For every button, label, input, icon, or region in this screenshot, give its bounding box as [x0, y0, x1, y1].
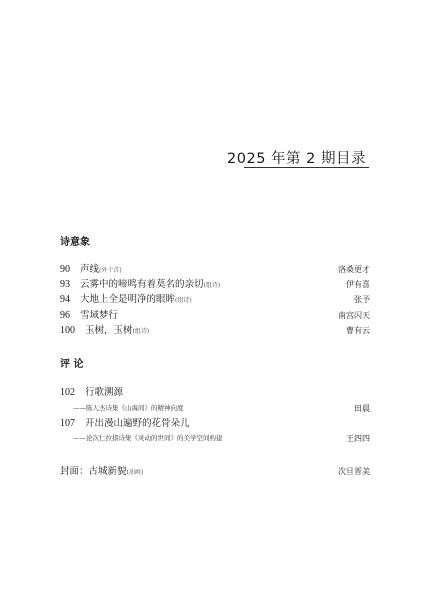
- cover-entry[interactable]: [60, 465, 370, 478]
- entry-page-number: 102: [60, 387, 75, 398]
- entry-page-number: 96: [60, 310, 70, 321]
- entry-page-number: 94: [60, 294, 70, 305]
- entry-tag: (组诗): [203, 282, 221, 289]
- entry-author: 王四四: [346, 434, 370, 443]
- entry-page-number: 100: [60, 325, 75, 336]
- entry-page-number: 93: [60, 279, 70, 290]
- toc-entry[interactable]: [60, 278, 370, 291]
- entry-tag: (外十首): [99, 267, 122, 274]
- page-title: 2025 年第 2 期目录: [227, 151, 366, 167]
- cover-label: 封面：古城新貌(油画): [60, 466, 144, 477]
- entry-subtitle: ——陈人杰诗集《山海间》的精神向度: [73, 404, 184, 412]
- entry-title: 云雾中的啼鸣有着莫名的亲切(组诗): [80, 279, 221, 290]
- entry-title: 行歌溯源: [85, 387, 124, 398]
- entry-tag: (组诗): [175, 297, 192, 304]
- entry-subtitle-row: [73, 433, 370, 444]
- entry-title: 玉树，玉树(组诗): [85, 325, 150, 336]
- toc-entry[interactable]: [60, 293, 370, 306]
- entry-author: 曹有云: [346, 326, 370, 335]
- entry-author: 张予: [354, 295, 370, 304]
- toc-entry[interactable]: [60, 417, 370, 430]
- entry-title: 雪域梦行: [80, 310, 119, 321]
- title-underline: [244, 167, 369, 168]
- entry-title: 大地上全是明净的眼眸(组诗): [80, 294, 192, 305]
- section-heading-poetry: 诗意象: [60, 237, 90, 248]
- entry-title: 声线(外十首): [80, 264, 122, 275]
- entry-page-number: 107: [60, 418, 75, 429]
- section-heading-review: 评 论: [60, 359, 84, 370]
- entry-tag: (组诗): [132, 328, 150, 335]
- entry-subtitle-row: [73, 403, 370, 414]
- entry-tag: (油画): [126, 469, 144, 476]
- entry-author: 田晨: [354, 404, 370, 413]
- toc-entry[interactable]: [60, 386, 370, 399]
- toc-entry[interactable]: [60, 309, 370, 322]
- toc-entry[interactable]: [60, 263, 370, 276]
- entry-page-number: 90: [60, 264, 70, 275]
- entry-subtitle: ——论次仁拉措诗集《灵动的世间》的美学空间构建: [73, 434, 223, 442]
- entry-title: 开出漫山遍野的花骨朵儿: [85, 418, 190, 429]
- entry-author: 南宫闪天: [338, 311, 370, 320]
- entry-author: 伊有喜: [346, 280, 370, 289]
- toc-entry[interactable]: [60, 324, 370, 337]
- cover-author: 次旦晋美: [338, 467, 370, 476]
- entry-author: 洛桑更才: [338, 265, 370, 274]
